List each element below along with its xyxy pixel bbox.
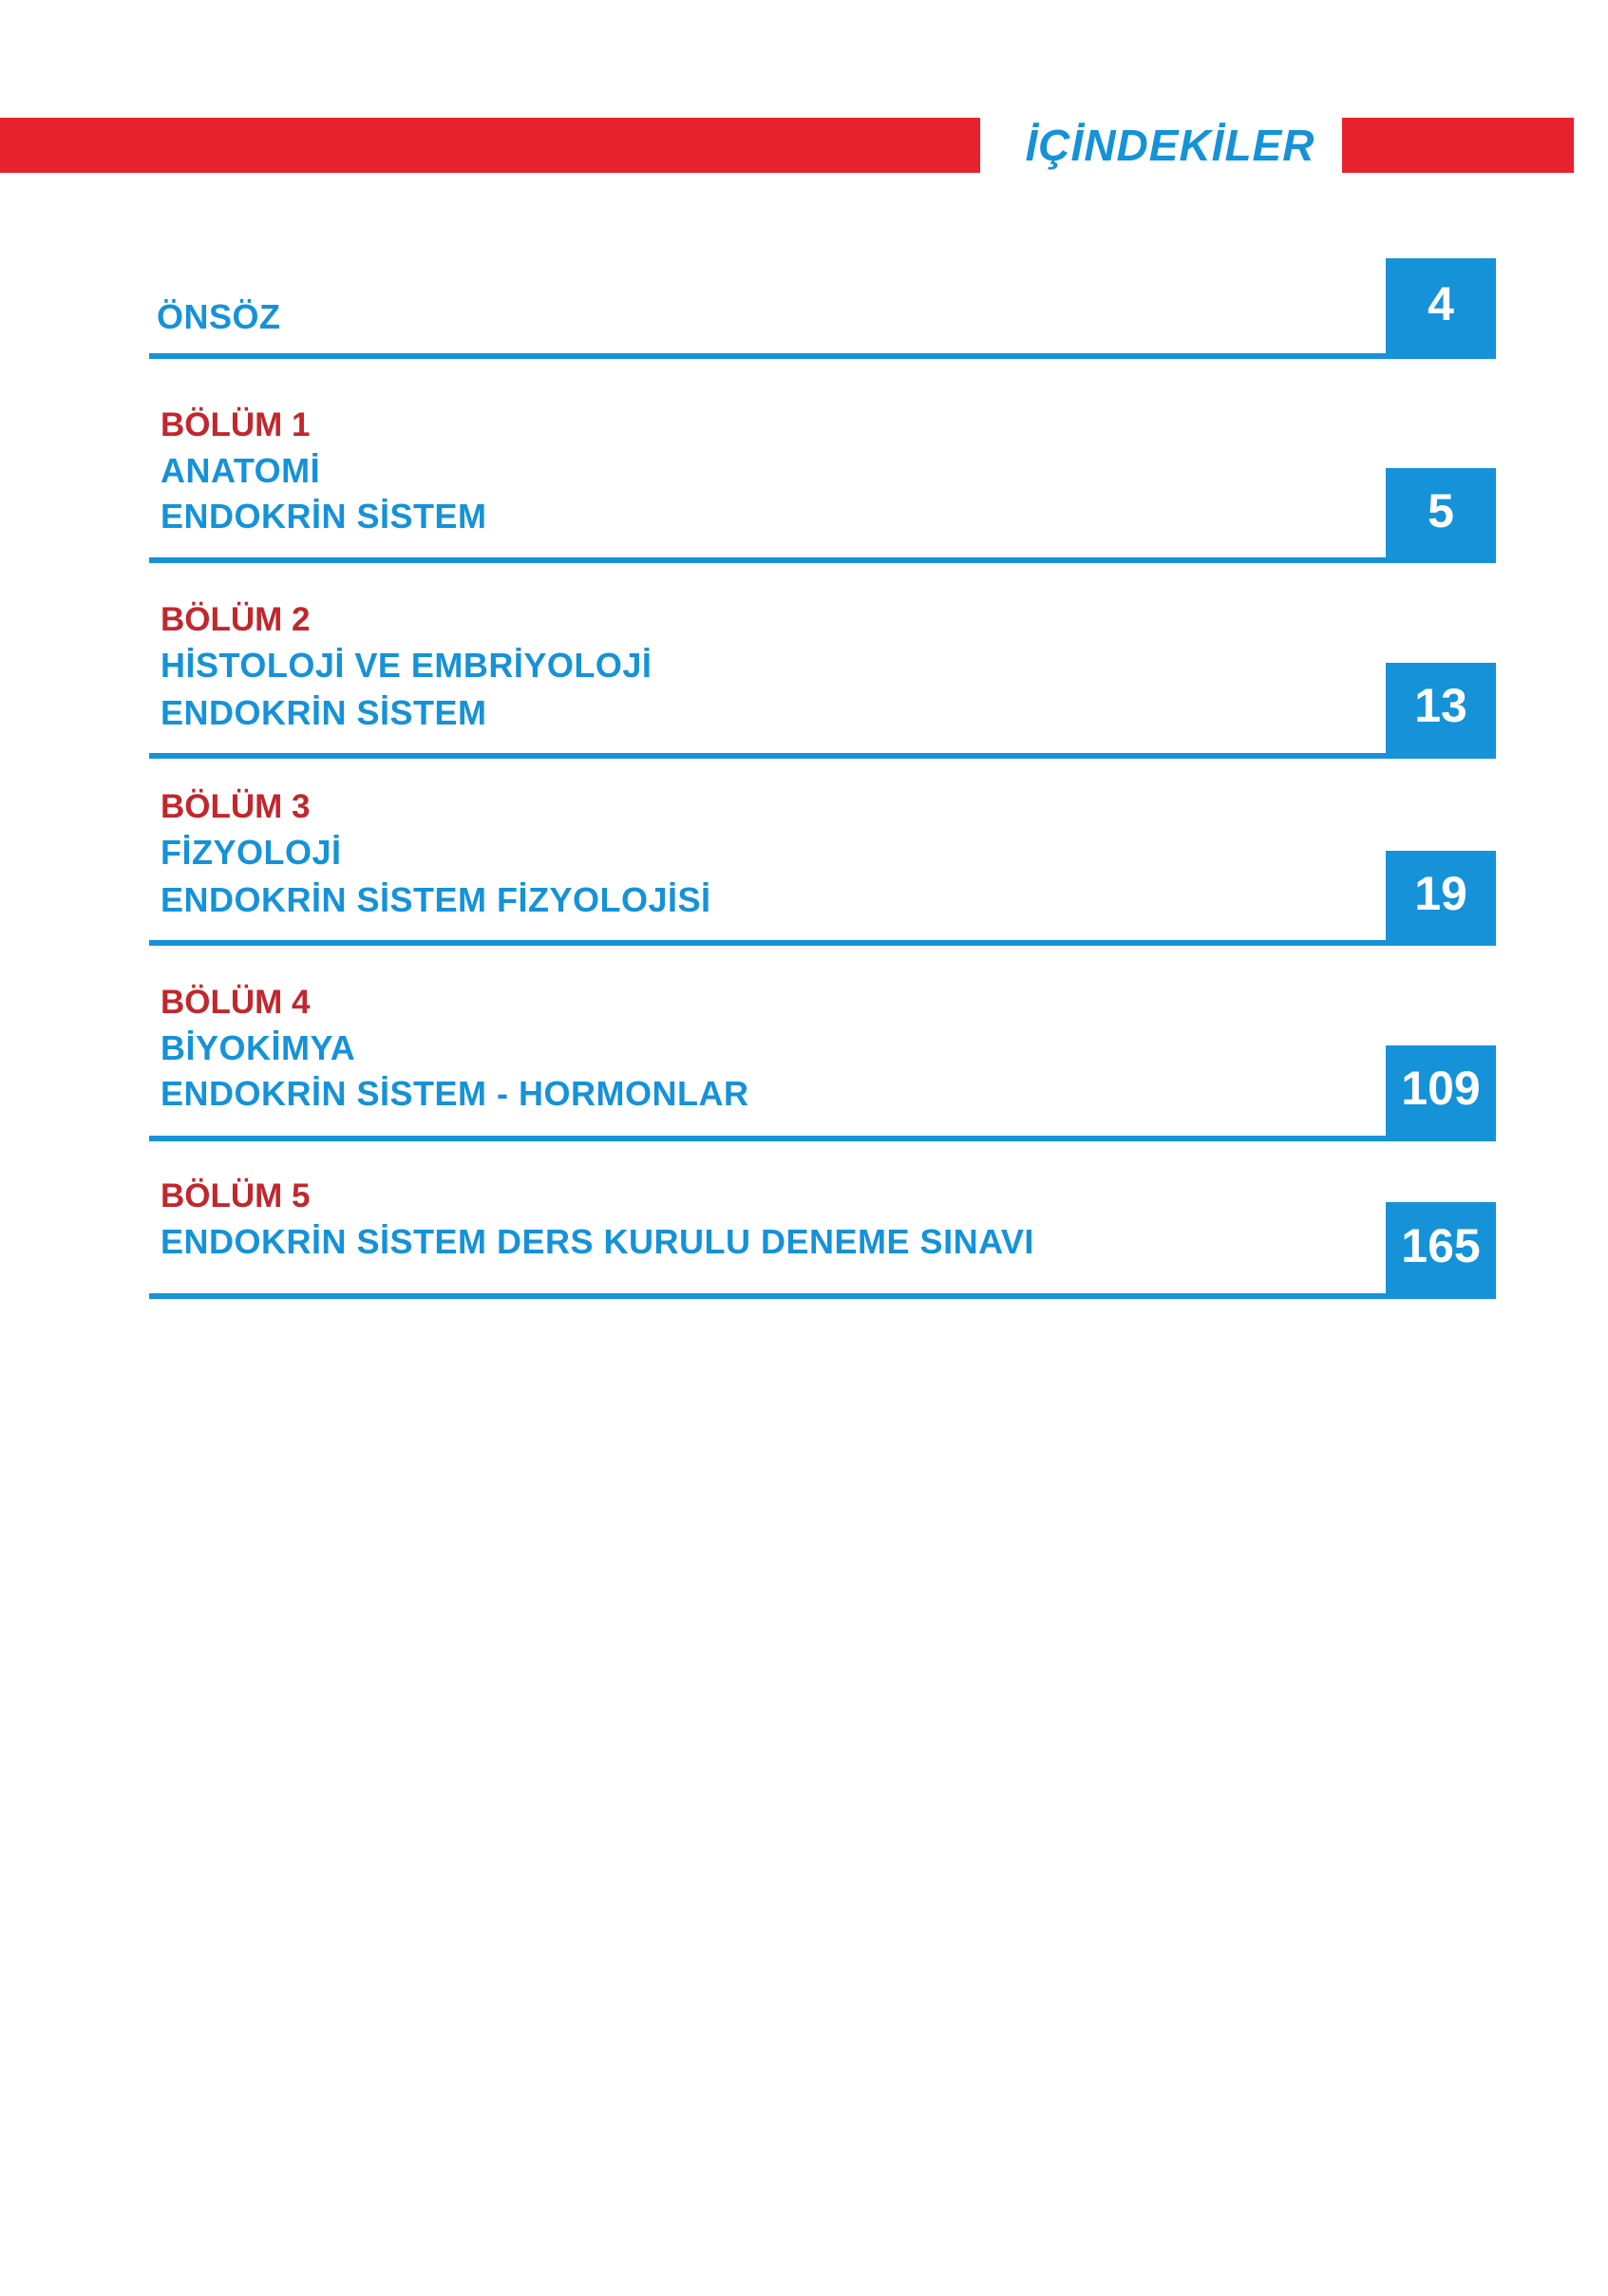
chapter-subject: HİSTOLOJİ VE EMBRİYOLOJİ [161, 646, 653, 685]
page-number-box [1386, 1202, 1496, 1299]
chapter-label: BÖLÜM 4 [161, 984, 311, 1021]
page-number: 5 [1428, 484, 1454, 537]
page-number-box [1386, 1045, 1496, 1141]
chapter-topic: ENDOKRİN SİSTEM - HORMONLAR [161, 1074, 749, 1113]
chapter-label: BÖLÜM 1 [161, 406, 311, 443]
page-number: 109 [1401, 1062, 1481, 1115]
page-number: 13 [1414, 679, 1467, 732]
page-number-box [1386, 258, 1496, 359]
chapter-topic: ENDOKRİN SİSTEM DERS KURULU DENEME SINAVI [161, 1222, 1034, 1261]
chapter-subject: BİYOKİMYA [161, 1028, 356, 1067]
page-number-box [1386, 468, 1496, 563]
chapter-label: BÖLÜM 3 [161, 788, 311, 825]
chapter-label: BÖLÜM 2 [161, 601, 311, 638]
toc-entry-chapter-4[interactable] [149, 978, 1496, 1141]
entry-underline [149, 557, 1496, 563]
chapter-topic: ENDOKRİN SİSTEM FİZYOLOJİSİ [161, 880, 711, 919]
toc-entry-chapter-5[interactable] [149, 1172, 1496, 1299]
entry-underline [149, 1136, 1496, 1141]
page-number-box [1386, 663, 1496, 759]
toc-entry-chapter-1[interactable] [149, 399, 1496, 563]
page-number: 165 [1401, 1219, 1481, 1272]
page-number-box [1386, 851, 1496, 946]
chapter-subject: ANATOMİ [161, 451, 321, 490]
page-number: 4 [1428, 277, 1454, 330]
chapter-topic: ENDOKRİN SİSTEM [161, 693, 487, 732]
entry-title: ÖNSÖZ [157, 297, 281, 336]
entry-underline [149, 1293, 1496, 1299]
chapter-label: BÖLÜM 5 [161, 1177, 311, 1214]
page-number: 19 [1414, 867, 1467, 920]
toc-entry-chapter-3[interactable] [149, 782, 1496, 946]
chapter-subject: FİZYOLOJİ [161, 833, 342, 872]
header-bar-right [1342, 118, 1574, 173]
entry-underline [149, 353, 1496, 359]
header-bar-left [0, 118, 980, 173]
page-title: İÇİNDEKİLER [1025, 121, 1315, 170]
toc-entry-chapter-2[interactable] [149, 593, 1496, 759]
entry-underline [149, 753, 1496, 759]
entry-underline [149, 940, 1496, 946]
toc-entry-preface[interactable] [149, 258, 1496, 359]
chapter-topic: ENDOKRİN SİSTEM [161, 497, 487, 536]
